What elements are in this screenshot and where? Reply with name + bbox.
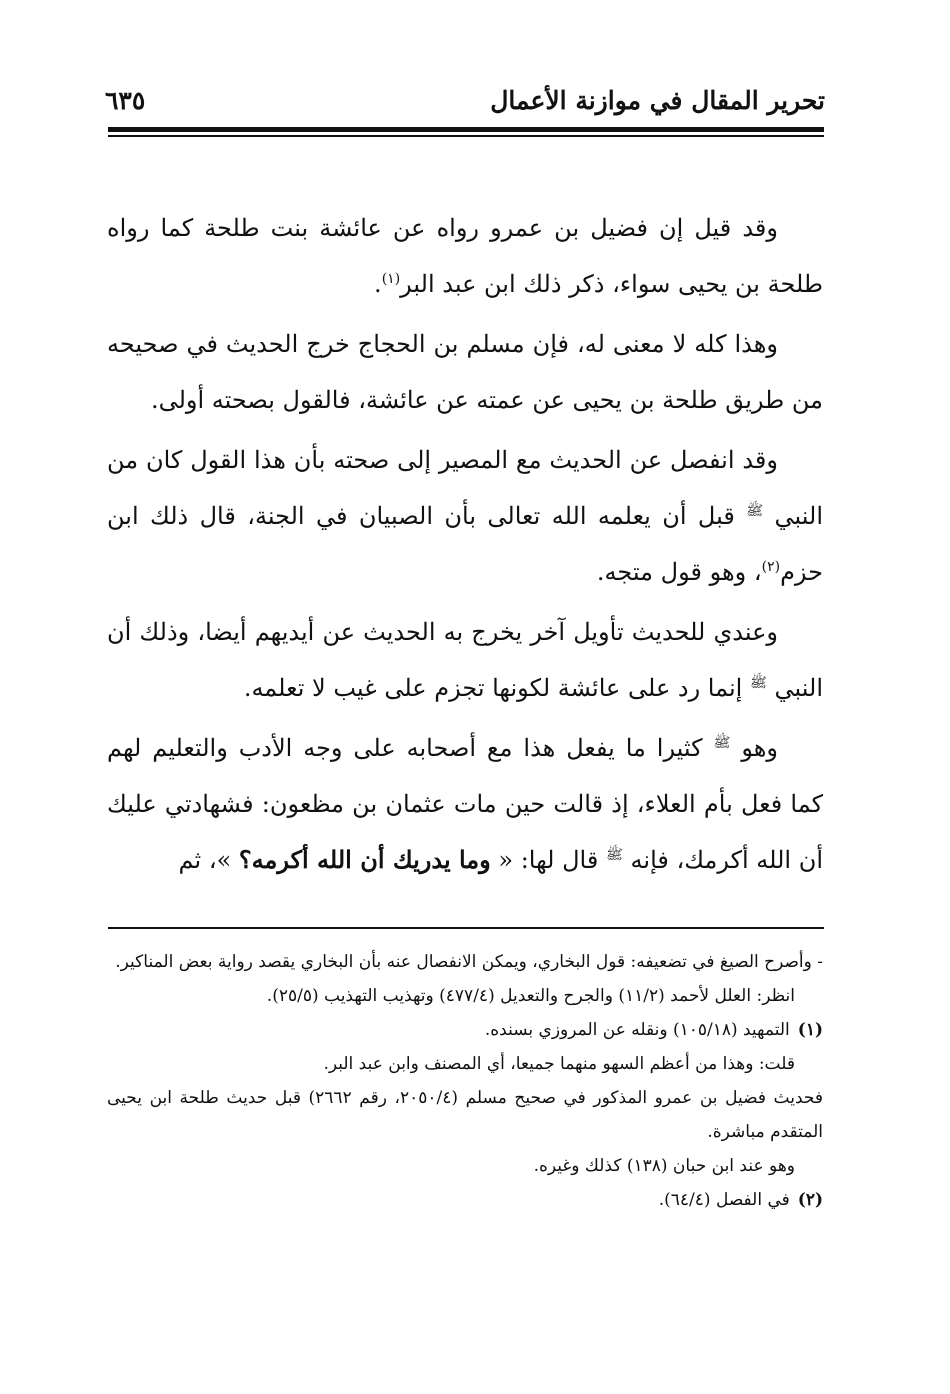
header-rule-thin: [108, 135, 824, 137]
paragraph-text: قال لها: «: [498, 846, 599, 874]
footnote-text: التمهيد (١٠٥/١٨) ونقله عن المروزي بسنده.: [484, 1020, 790, 1040]
main-text: [107, 200, 823, 892]
footnote-text: في الفصل (٦٤/٤).: [658, 1190, 790, 1210]
paragraph-text: وعندي للحديث تأويل آخر يخرج به الحديث عن أيديهم أيضا، وذلك أن النبي: [107, 618, 823, 702]
footnote-separator: [108, 927, 824, 929]
paragraph-text: وقد قيل إن فضيل بن عمرو رواه عن عائشة بنت طلحة كما رواه طلحة بن يحيى سواء، ذكر ذلك ابن عبد البر: [107, 214, 823, 298]
paragraph-text: إنما رد على عائشة لكونها تجزم على غيب لا تعلمه.: [243, 674, 743, 702]
paragraph-text: كثيرا ما يفعل هذا مع أصحابه على وجه الأدب والتعليم لهم كما فعل بأم العلاء، إذ قالت حين مات عثمان بن مظعون: فشهادتي عليك أن الله أكرمك، فإنه: [107, 734, 823, 874]
paragraph-3: [107, 432, 823, 600]
paragraph-text: .: [374, 270, 382, 298]
footnote-1: [107, 1013, 823, 1047]
honorific-glyph: ﷺ: [713, 735, 731, 751]
paragraph-text: »، ثم: [178, 846, 232, 874]
footnote-marker: (٢): [797, 1190, 823, 1210]
running-header: [105, 86, 825, 126]
book-title: تحرير المقال في موازنة الأعمال: [490, 86, 825, 115]
honorific-glyph: ﷺ: [605, 847, 623, 863]
page-number: ٦٣٥: [105, 86, 146, 115]
footnote-continued: - وأصرح الصيغ في تضعيفه: قول البخاري، ويمكن الانفصال عنه بأن البخاري يقصد رواية بعض المناكير.: [115, 952, 823, 972]
paragraph-text: وهو: [741, 734, 778, 762]
paragraph-5: [107, 720, 823, 888]
paragraph-1: [107, 200, 823, 312]
honorific-glyph: ﷺ: [749, 675, 767, 691]
hadith-quote: وما يدريك أن الله أكرمه؟: [238, 845, 491, 874]
footnote-line: فحديث فضيل بن عمرو المذكور في صحيح مسلم (٢٠٥٠/٤، رقم ٢٦٦٢) قبل حديث طلحة ابن يحيى المتقدم مباشرة.: [107, 1088, 823, 1142]
footnote-ref-2: (٢): [761, 559, 781, 575]
paragraph-text: قبل أن يعلمه الله تعالى بأن الصبيان في الجنة، قال ذلك ابن حزم: [107, 502, 823, 586]
paragraph-text: وقد انفصل عن الحديث مع المصير إلى صحته بأن هذا القول كان من النبي: [107, 446, 823, 530]
footnote-marker: (١): [797, 1020, 823, 1040]
paragraph-text: ، وهو قول متجه.: [596, 558, 762, 586]
honorific-glyph: ﷺ: [746, 503, 764, 519]
paragraph-text: وهذا كله لا معنى له، فإن مسلم بن الحجاج خرج الحديث في صحيحه من طريق طلحة بن يحيى عن عمته عن عائشة، فالقول بصحته أولى.: [107, 330, 823, 414]
footnote-2: [107, 1183, 823, 1217]
paragraph-2: [107, 316, 823, 428]
footnote-line: انظر: العلل لأحمد (١١/٢) والجرح والتعديل (٤٧٧/٤) وتهذيب التهذيب (٢٥/٥).: [266, 986, 795, 1006]
footnote-line: قلت: وهذا من أعظم السهو منهما جميعا، أي المصنف وابن عبد البر.: [323, 1054, 795, 1074]
footnote-ref-1: (١): [381, 271, 401, 287]
footnote-line: وهو عند ابن حبان (١٣٨) كذلك وغيره.: [533, 1156, 795, 1176]
header-rule: [108, 127, 824, 132]
footnotes: [107, 945, 823, 1217]
paragraph-4: [107, 604, 823, 716]
